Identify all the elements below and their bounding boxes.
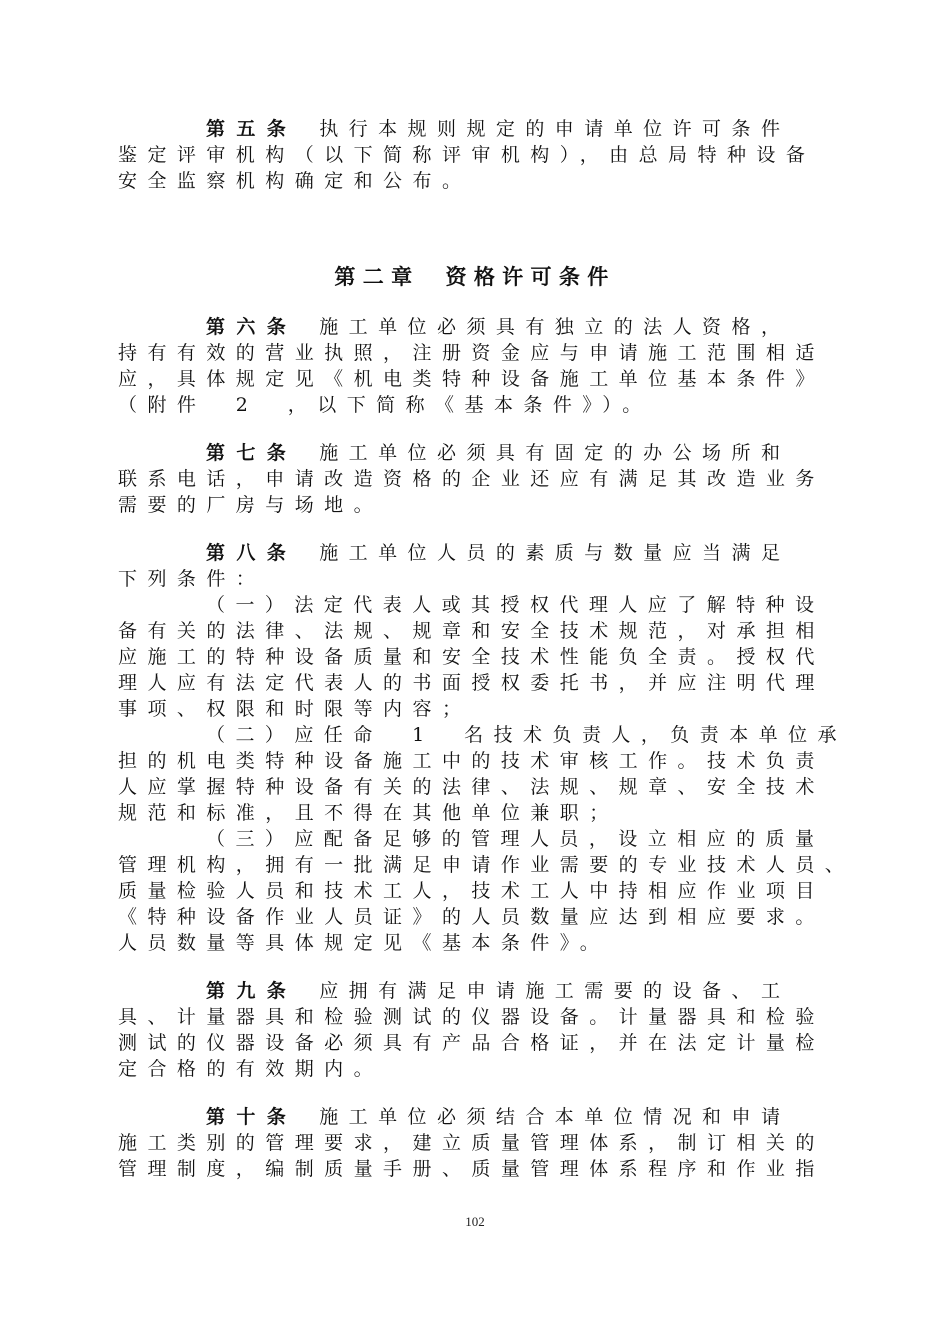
article-text: 具、计量器具和检验测试的仪器设备。计量器具和检验 [118, 1006, 825, 1028]
chapter-heading [0, 262, 950, 292]
list-item: 理人应有法定代表人的书面授权委托书，并应注明代理 [118, 672, 825, 694]
list-item: 《特种设备作业人员证》的人员数量应达到相应要求。 [118, 906, 825, 928]
list-item: 人应掌握特种设备有关的法律、法规、规章、安全技术 [118, 776, 825, 798]
list-item: （三）应配备足够的管理人员，设立相应的质量 [206, 828, 825, 850]
article-text: 施工单位必须具有独立的法人资格， [319, 316, 791, 338]
list-item: 人员数量等具体规定见《基本条件》。 [118, 932, 610, 954]
article-text: （附件 2 ，以下简称《基本条件》）。 [118, 394, 652, 416]
article-text: 测试的仪器设备必须具有产品合格证，并在法定计量检 [118, 1032, 825, 1054]
article-text: 鉴定评审机构（以下简称评审机构），由总局特种设备 [118, 144, 816, 166]
page-number: 102 [465, 1214, 485, 1229]
list-item: （二）应任命 1 名技术负责人，负责本单位承 [206, 724, 847, 746]
article-text: 施工单位必须具有固定的办公场所和 [319, 442, 791, 464]
list-item: 管理机构，拥有一批满足申请作业需要的专业技术人员、 [118, 854, 855, 876]
article-text: 应，具体规定见《机电类特种设备施工单位基本条件》 [118, 368, 825, 390]
article-text: 施工类别的管理要求，建立质量管理体系，制订相关的 [118, 1132, 825, 1154]
article-label: 第五条 [206, 118, 298, 140]
chapter-number: 第二章 [334, 265, 420, 289]
article-label: 第八条 [206, 542, 298, 564]
article-label: 第九条 [206, 980, 298, 1002]
article-text: 下列条件： [118, 568, 266, 590]
article-text: 联系电话，申请改造资格的企业还应有满足其改造业务 [118, 468, 825, 490]
list-item: 担的机电类特种设备施工中的技术审核工作。技术负责 [118, 750, 825, 772]
article-8 [118, 540, 855, 956]
list-item: 备有关的法律、法规、规章和安全技术规范，对承担相 [118, 620, 825, 642]
list-item: 规范和标准，且不得在其他单位兼职； [118, 802, 619, 824]
article-text: 需要的厂房与场地。 [118, 494, 384, 516]
chapter-title: 资格许可条件 [445, 265, 616, 289]
article-6 [118, 314, 838, 418]
article-text: 持有有效的营业执照，注册资金应与申请施工范围相适 [118, 342, 825, 364]
article-label: 第六条 [206, 316, 298, 338]
article-text: 施工单位必须结合本单位情况和申请 [319, 1106, 791, 1128]
article-text: 应拥有满足申请施工需要的设备、工 [319, 980, 791, 1002]
article-5 [118, 116, 838, 194]
list-item: 事项、权限和时限等内容； [118, 698, 472, 720]
article-7 [118, 440, 838, 518]
article-10 [118, 1104, 838, 1182]
article-label: 第七条 [206, 442, 298, 464]
list-item: （一）法定代表人或其授权代理人应了解特种设 [206, 594, 825, 616]
list-item: 应施工的特种设备质量和安全技术性能负全责。授权代 [118, 646, 825, 668]
article-text: 施工单位人员的素质与数量应当满足 [319, 542, 791, 564]
article-text: 安全监察机构确定和公布。 [118, 170, 472, 192]
article-9 [118, 978, 838, 1082]
article-text: 定合格的有效期内。 [118, 1058, 384, 1080]
list-item: 质量检验人员和技术工人，技术工人中持相应作业项目 [118, 880, 825, 902]
article-text: 执行本规则规定的申请单位许可条件 [319, 118, 791, 140]
article-text: 管理制度，编制质量手册、质量管理体系程序和作业指 [118, 1158, 825, 1180]
article-label: 第十条 [206, 1106, 298, 1128]
